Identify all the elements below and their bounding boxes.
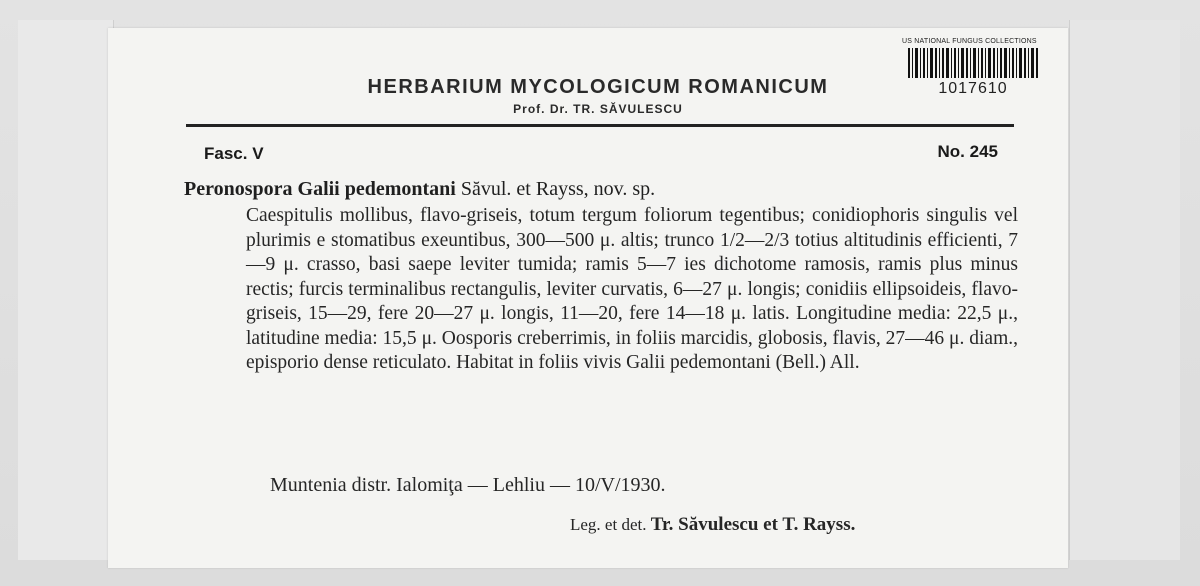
- herbarium-label: [108, 28, 1068, 568]
- species-name: Peronospora Galii pedemontani: [184, 178, 456, 200]
- barcode-icon: [908, 48, 1038, 78]
- specimen-number: No. 245: [937, 142, 998, 161]
- barcode-number: 1017610: [938, 80, 1008, 97]
- species-authority: Săvul. et Rayss, nov. sp.: [460, 178, 656, 200]
- fascicle-label: Fasc. V: [204, 144, 264, 163]
- collectors: Tr. Săvulescu et T. Rayss.: [650, 514, 856, 535]
- barcode-caption: US NATIONAL FUNGUS COLLECTIONS: [902, 38, 1037, 45]
- legit-line: [570, 514, 855, 536]
- herbarium-subtitle: Prof. Dr. TR. SĂVULESCU: [513, 102, 683, 116]
- envelope-flap-left: [18, 20, 114, 560]
- legit-prefix: Leg. et det.: [570, 515, 647, 534]
- header-divider: [186, 124, 1014, 127]
- collection-locality: Muntenia distr. Ialomiţa — Lehliu — 10/V/1930.: [270, 474, 666, 496]
- herbarium-title: HERBARIUM MYCOLOGICUM ROMANICUM: [367, 76, 829, 98]
- species-line: [184, 178, 1034, 201]
- envelope-flap-right: [1069, 20, 1180, 560]
- barcode-block: [898, 38, 1048, 108]
- species-description: Caespitulis mollibus, flavo-griseis, totum tergum foliorum tegentibus; conidiophoris singulis vel plurimis e stomatibus exeuntibus, 300—500 μ. altis; trunco 1/2—2/3 totius altitudinis efficienti, 7—9 μ. crasso, basi saepe leviter tumida; ramis 5—7 ies dichotome ramosis, ramis plus minus rectis; furcis terminalibus rectangulis, leviter curvatis, 6—27 μ. longis; conidiis ellipsoideis, flavo-griseis, 15—29, fere 20—27 μ. longis, 11—20, fere 14—18 μ. latis. Longitudine media: 22,5 μ., latitudine media: 15,5 μ. Oosporis creberrimis, in foliis marcidis, globosis, flavis, 27—46 μ. diam., episporio dense reticulato. Habitat in foliis vivis Galii pedemontani (Bell.) All.: [246, 205, 1018, 373]
